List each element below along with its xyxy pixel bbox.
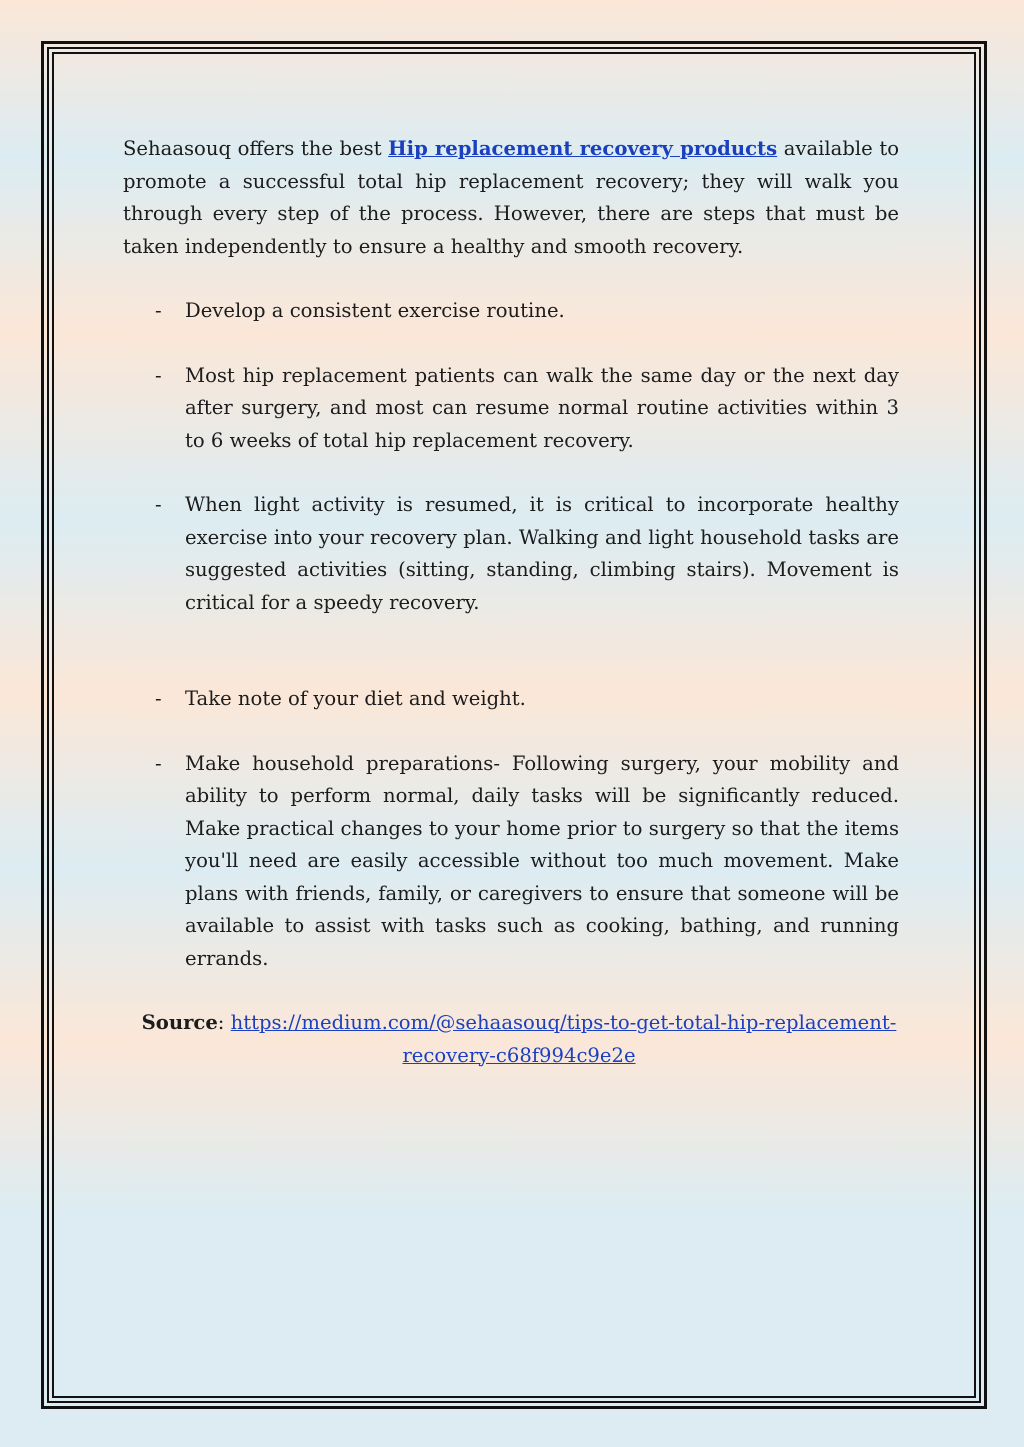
intro-paragraph [123,133,899,263]
source-url-link[interactable]: https://medium.com/@sehaasouq/tips-to-get-total-hip-replacement-recovery-c68f994c9e2e [230,1011,897,1067]
list-item-text: Develop a consistent exercise routine. [185,299,565,322]
bullet-dash: - [155,299,162,322]
page-border-middle [47,47,981,1403]
bullet-dash: - [155,751,162,775]
intro-text-before: Sehaasouq offers the best [123,137,389,160]
document-body [123,133,899,1072]
list-item [123,489,899,619]
recovery-steps-list [123,295,899,975]
source-line [123,1007,899,1072]
list-item-text: When light activity is resumed, it is critical to incorporate healthy exercise into your recovery plan. Walking and light household tasks are suggested activities (sitting, standing, climbing stairs). Movement is critical for a speedy recovery. [185,493,899,614]
source-label: Source [141,1011,218,1034]
list-item-text: Most hip replacement patients can walk the same day or the next day after surgery, and most can resume normal routine activities within 3 to 6 weeks of total hip replacement recovery. [185,363,899,452]
list-item [123,360,899,458]
bullet-dash: - [155,493,162,516]
page-border-outer [41,41,987,1409]
source-separator: : [217,1011,231,1034]
hip-replacement-products-link[interactable]: Hip replacement recovery products [388,137,778,160]
page-border-inner [52,52,976,1398]
list-item [123,683,899,716]
list-item [123,748,899,976]
list-item-text: Take note of your diet and weight. [185,687,526,710]
bullet-dash: - [155,363,162,387]
intro-text-after: available to promote a successful total hip replacement recovery; they will walk you through every step of the process. However, there are steps that must be taken independently to ensure a healthy and smooth recovery. [123,137,899,258]
list-item [123,295,899,328]
bullet-dash: - [155,687,162,710]
list-item-text: Make household preparations- Following surgery, your mobility and ability to perform normal, daily tasks will be significantly reduced. Make practical changes to your home prior to surgery so that the items you'll need are easily accessible without too much movement. Make plans with friends, family, or caregivers to ensure that someone will be available to assist with tasks such as cooking, bathing, and running errands. [185,751,899,970]
